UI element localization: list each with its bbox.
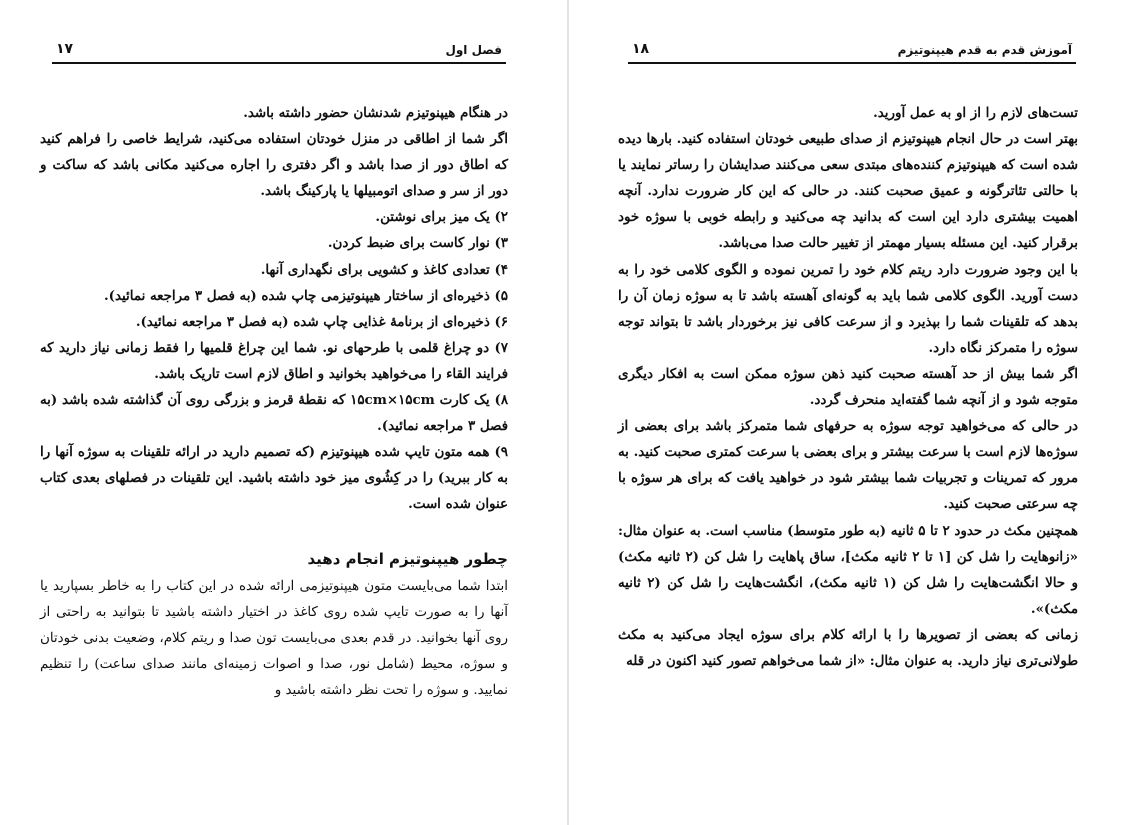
left-list-item-9: ۹) همه متون تایپ شده هیپنوتیزم (که تصمیم دارید در ارائه تلقینات به سوژه آنها را به کار ببرید) را در کِشُوی میز خود داشته باشید. این تلقینات در فصلهای بعدی کتاب عنوان شده است. [40, 444, 508, 513]
section-heading: چطور هیپنوتیزم انجام دهید [307, 549, 508, 568]
left-running-head [52, 40, 506, 64]
right-page-number: ۱۸ [632, 41, 650, 57]
left-running-head-title: فصل اول [445, 43, 502, 57]
left-page-number: ۱۷ [56, 41, 74, 57]
right-paragraph-4: اگر شما بیش از حد آهسته صحبت کنید ذهن سوژه ممکن است به افکار دیگری متوجه شود و از آنچه شما گفته‌اید منحرف گردد. [618, 365, 1078, 409]
right-paragraph-2: بهتر است در حال انجام هیپنوتیزم از صدای طبیعی خودتان استفاده کنید. بارها دیده شده است که هیپنوتیزم کننده‌های مبتدی سعی می‌کنند صدایشان را رساتر نمایند یا با حالتی تئاترگونه و عمیق صحبت کنند. در حالی که این کار ضرورت ندارد. آنچه اهمیت بیشتری دارد این است که بدانید چه می‌کنید و رابطه خوبی با سوژه خود برقرار کنید. این مسئله بسیار مهمتر از تغییر حالت صدا می‌باشد. [618, 131, 1078, 252]
right-paragraph-1: تست‌های لازم را از او به عمل آورید. [873, 105, 1078, 121]
right-paragraph-6: همچنین مکث در حدود ۲ تا ۵ ثانیه (به طور متوسط) مناسب است. به عنوان مثال: «زانوهایت را شل کن [۱ تا ۲ ثانیه مکث]، ساق پاهایت را شل کن (۲ ثانیه مکث) و حالا انگشت‌هایت را شل کن (۱ ثانیه مکث)، انگشت‌هایت را شل کن (۲ ثانیه مکث)». [618, 522, 1078, 617]
right-paragraph-3: با این وجود ضرورت دارد ریتم کلام خود را تمرین نموده و الگوی کلامی خود را به دست آورید. الگوی کلامی شما باید به گونه‌ای آهسته باشد تا به سوژه زمان آن را بدهد که تلقینات شما را بپذیرد و از سرعت کافی نیز برخوردار باشد تا بتواند توجه سوژه را متمرکز نگاه دارد. [618, 261, 1078, 356]
page-gutter [567, 0, 569, 825]
right-paragraph-5: در حالی که می‌خواهید توجه سوژه به حرفهای شما متمرکز باشد برای بعضی از سوژه‌ها لازم است با سرعت بیشتر و برای بعضی با سرعت کمتری صحبت کنید. به مرور که تمرینات و تجربیات شما بیشتر شود در خواهید یافت که برای هر سوژه با چه سرعتی صحبت کنید. [618, 418, 1078, 513]
left-list-item-6: ۶) ذخیره‌ای از برنامهٔ غذایی چاپ شده (به فصل ۳ مراجعه نمائید). [135, 313, 508, 330]
left-paragraph-1: در هنگام هیپنوتیزم شدنشان حضور داشته باشد. [243, 105, 508, 121]
left-paragraph-2: اگر شما از اطاقی در منزل خودتان استفاده می‌کنید، شرایط خاصی را فراهم کنید که اطاق دور از صدا باشد و اگر دفتری را اجاره می‌کنید مکانی باشد که ساکت و دور از سر و صدای اتومبیلها یا پارکینگ باشد. [40, 131, 508, 200]
right-body-text [618, 100, 1078, 674]
left-page [0, 0, 568, 825]
left-list-item-8: ۸) یک کارت ۱۵cm×۱۵cm که نقطهٔ قرمز و بزرگی روی آن گذاشته شده باشد (به فصل ۳ مراجعه نمائید). [40, 392, 509, 435]
left-list-item-4: ۴) تعدادی کاغذ و کشویی برای نگهداری آنها. [260, 261, 508, 278]
left-list-item-3: ۳) نوار کاست برای ضبط کردن. [327, 235, 508, 252]
left-body-text [40, 100, 508, 704]
left-paragraph-after-heading: ابتدا شما می‌بایست متون هیپنوتیزمی ارائه شده در این کتاب را به خاطر بسپارید یا آنها را به صورت تایپ شده روی کاغذ در اختیار داشته باشید تا بتوانید به راحتی از روی آنها بخوانید. در قدم بعدی می‌بایست تون صدا و ریتم کلام، وضعیت بدنی خودتان و سوژه، محیط (شامل نور، صدا و اصوات زمینه‌ای مانند صدای ساعت) را تنظیم نمایید. و سوژه را تحت نظر داشته باشید و [40, 578, 508, 698]
right-running-head-title: آموزش قدم به قدم هیپنوتیزم [897, 43, 1072, 57]
left-list-item-7: ۷) دو چراغ قلمی با طرحهای نو. شما این چراغ قلمیها را فقط زمانی نیاز دارید که فرایند القاء را می‌خواهید بخوانید و اطاق لازم است تاریک باشد. [40, 339, 508, 382]
right-running-head [628, 40, 1076, 64]
right-page [571, 0, 1139, 825]
left-list-item-5: ۵) ذخیره‌ای از ساختار هیپنوتیزمی چاپ شده (به فصل ۳ مراجعه نمائید). [103, 287, 508, 304]
left-list-item-2: ۲) یک میز برای نوشتن. [375, 209, 508, 226]
right-paragraph-7: زمانی که بعضی از تصویرها را با ارائه کلام برای سوژه ایجاد می‌کنید به مکث طولانی‌تری نیاز دارید. به عنوان مثال: «از شما می‌خواهم تصور کنید اکنون در قله [618, 626, 1078, 669]
